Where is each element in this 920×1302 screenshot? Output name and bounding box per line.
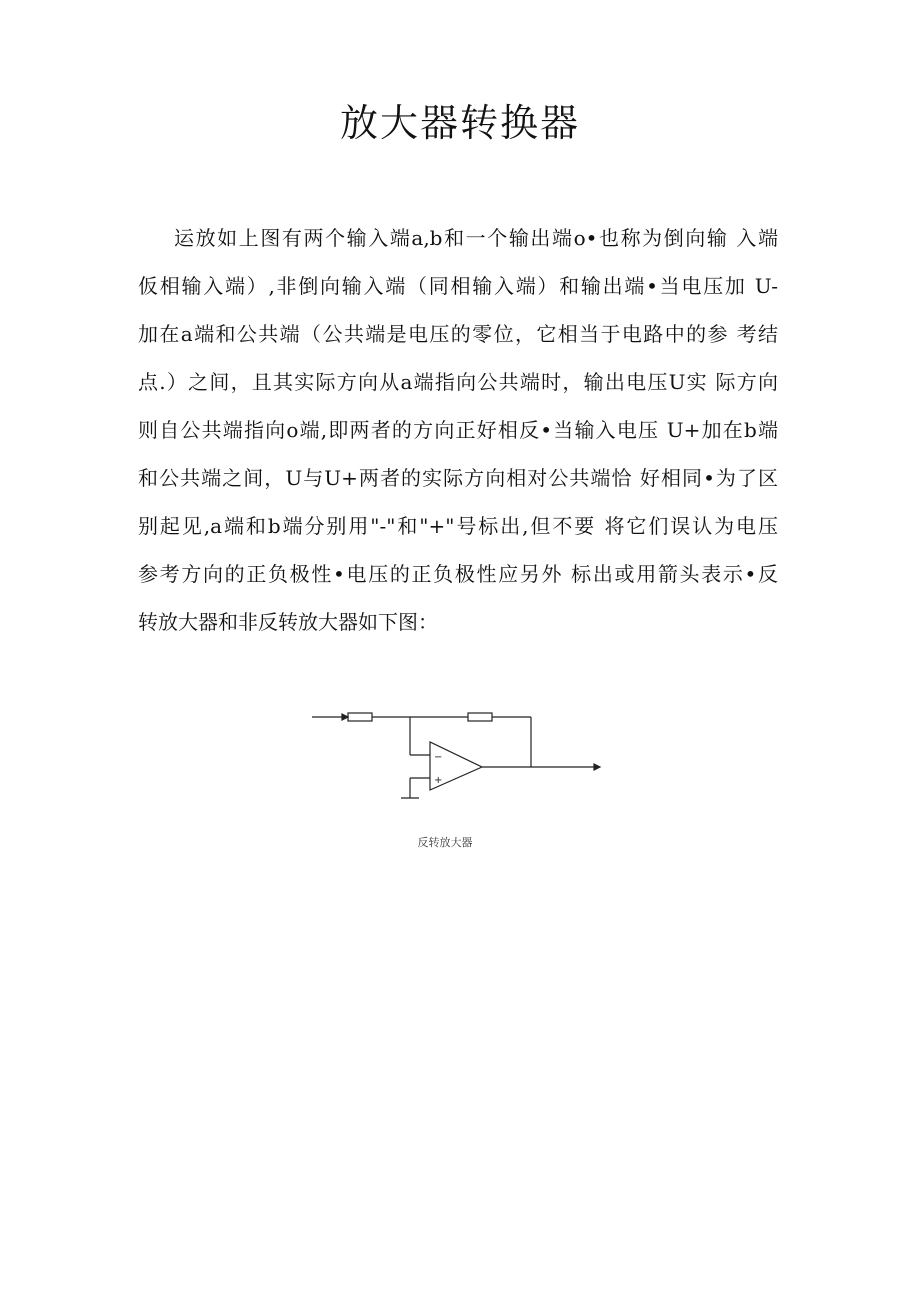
paragraph-line-6: 和公共端之间，U与U+两者的实际方向相对公共端恰 好相同•为了区	[138, 466, 778, 490]
inverting-amplifier-circuit	[300, 700, 620, 830]
figure-caption: 反转放大器	[417, 836, 473, 849]
paragraph-line-7: 别起见,a端和b端分别用"-"和"+"号标出,但不要 将它们误认为电压	[138, 514, 778, 538]
input-arrow-icon	[342, 714, 348, 720]
paragraph-line-3: 加在a端和公共端（公共端是电压的零位，它相当于电路中的参 考结	[138, 322, 778, 346]
input-resistor	[348, 713, 372, 721]
paragraph-line-8: 参考方向的正负极性•电压的正负极性应另外 标出或用箭头表示•反	[138, 562, 778, 586]
feedback-resistor	[468, 713, 492, 721]
body-paragraph	[138, 220, 778, 652]
minus-sign: −	[434, 752, 443, 763]
page-title: 放大器转换器	[339, 101, 580, 145]
output-arrow-icon	[594, 764, 600, 770]
paragraph-line-1: 运放如上图有两个输入端a,b和一个输出端o•也称为倒向输 入端	[174, 226, 778, 250]
paragraph-line-5: 则自公共端指向o端,即两者的方向正好相反•当输入电压 U+加在b端	[138, 418, 778, 442]
plus-sign: +	[434, 775, 443, 786]
paragraph-line-4: 点.）之间，且其实际方向从a端指向公共端时，输出电压U实 际方向	[138, 370, 778, 394]
inverting-amplifier-figure	[300, 700, 620, 860]
paragraph-line-9: 转放大器和非反转放大器如下图：	[138, 610, 438, 634]
paragraph-line-2: 仮相输入端）,非倒向输入端（同相输入端）和输出端•当电压加 U-	[138, 274, 778, 298]
